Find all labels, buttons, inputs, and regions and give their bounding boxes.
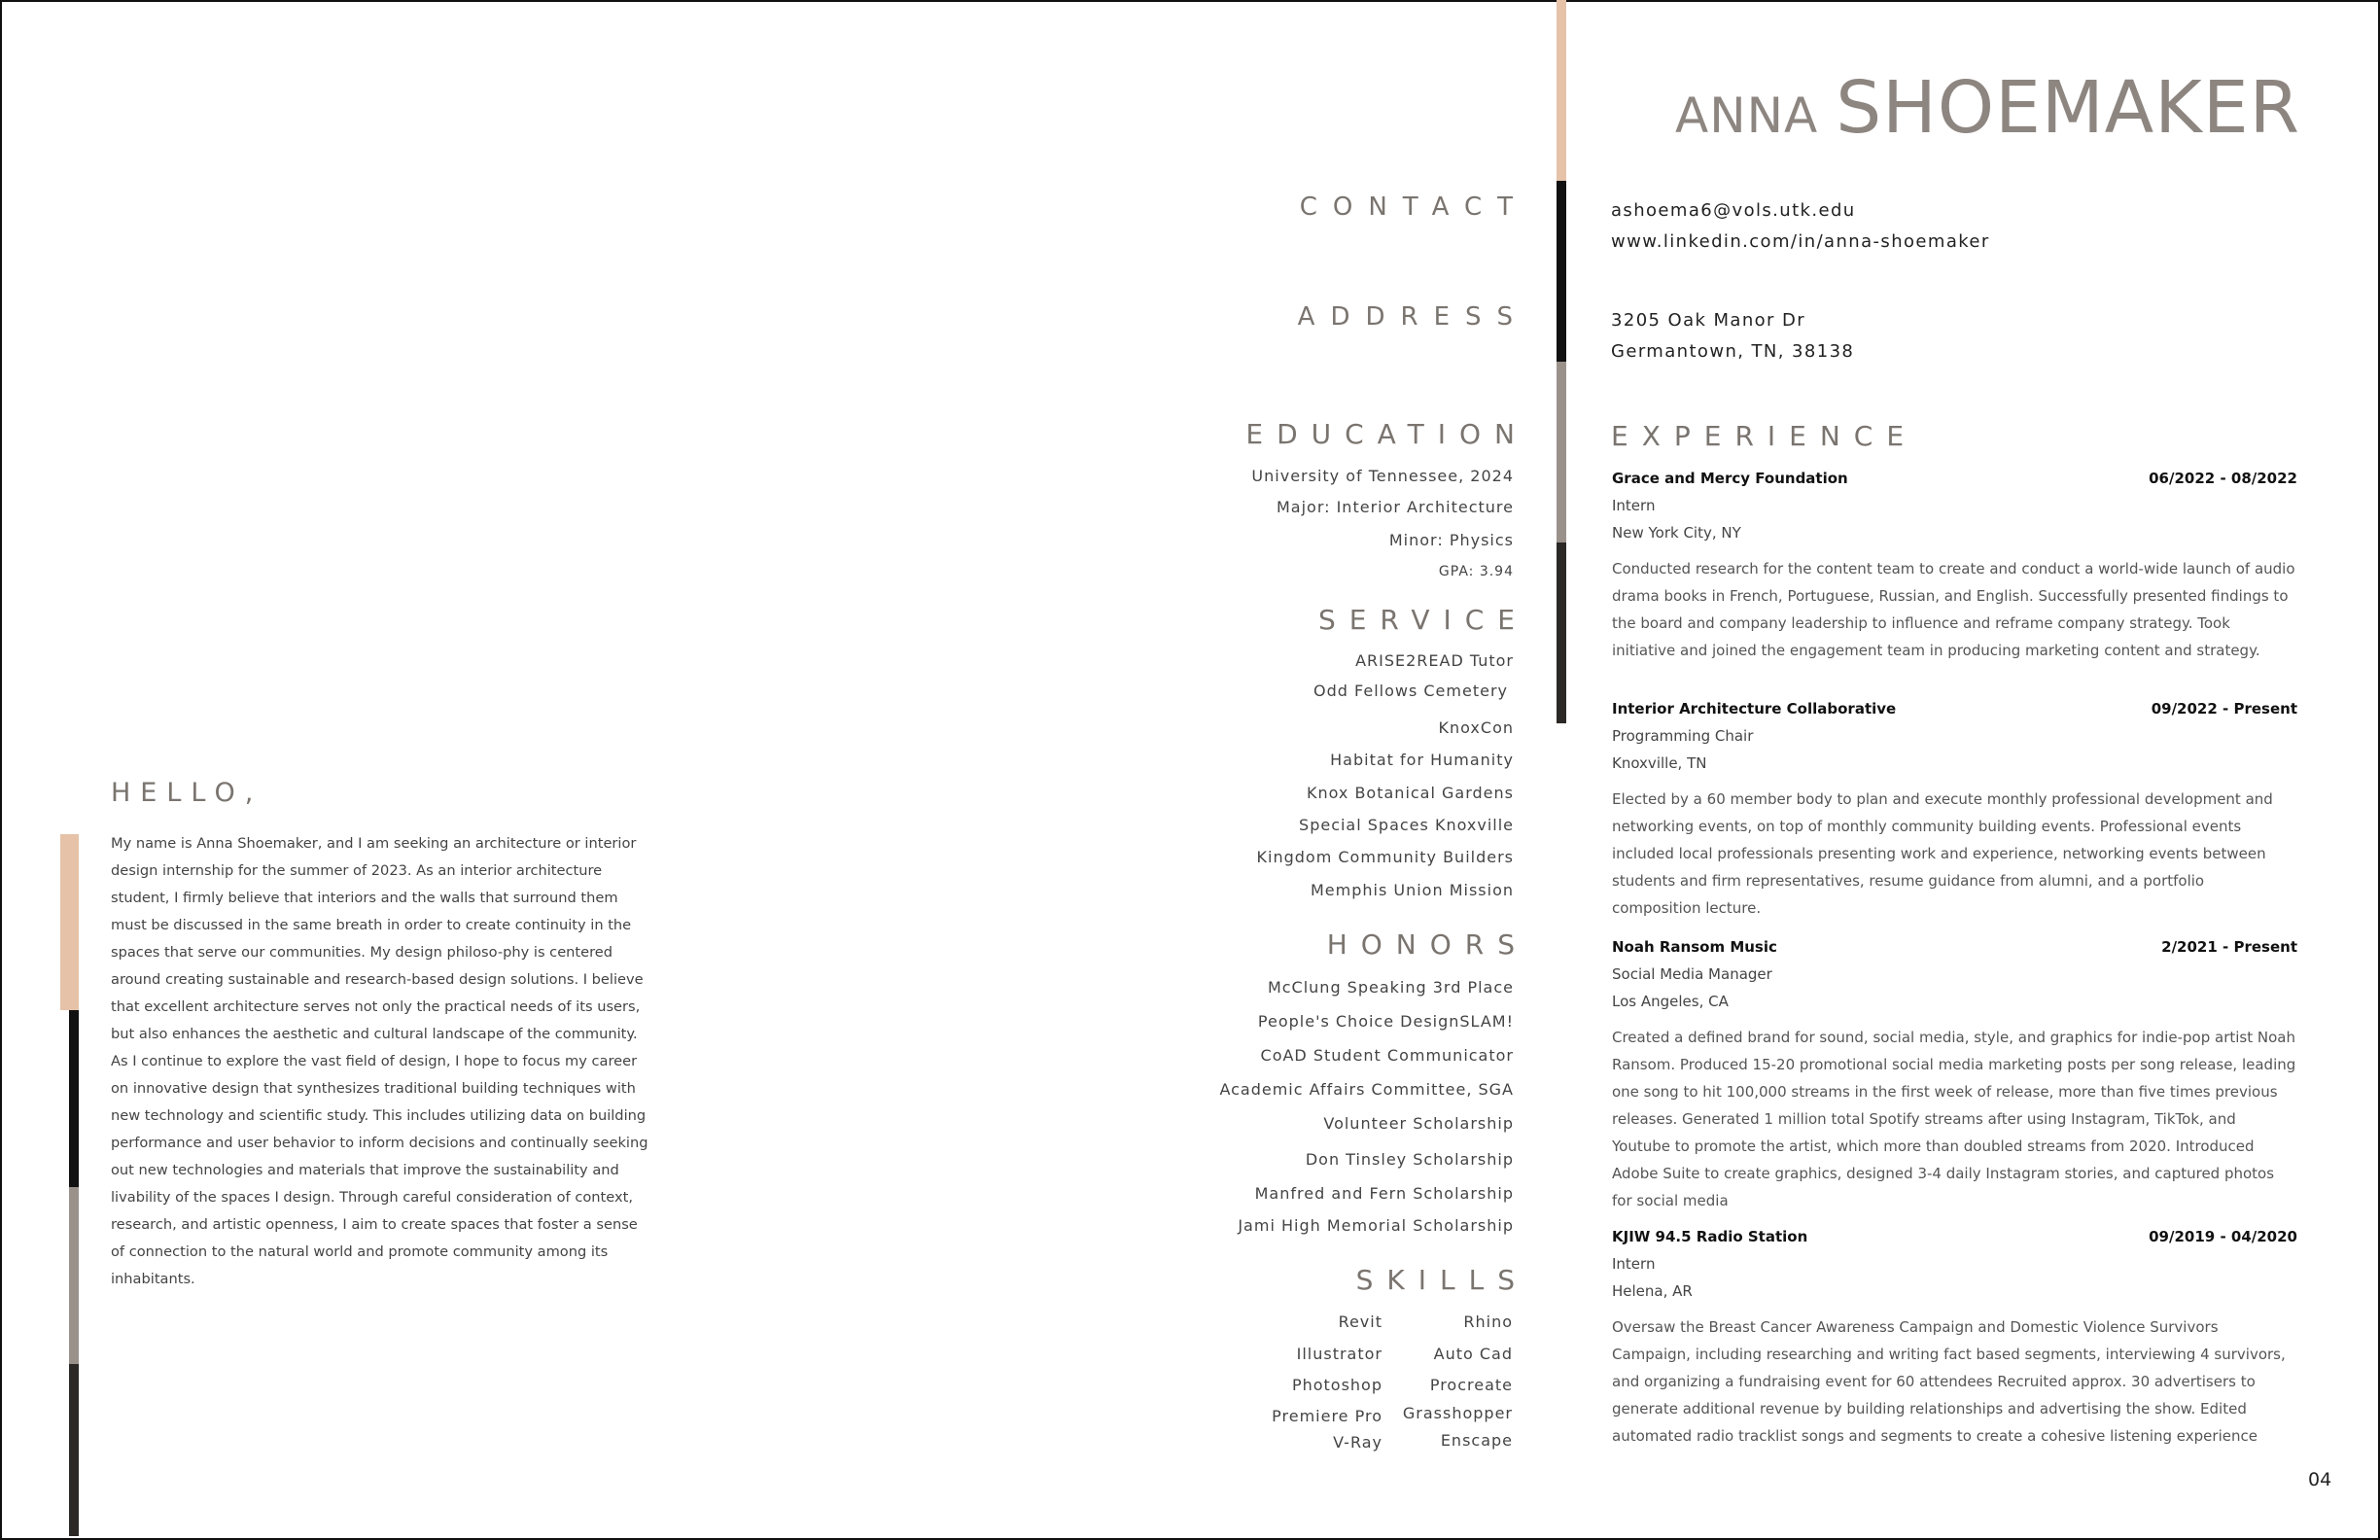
education-item: Major: Interior Architecture [1276,498,1514,516]
experience-entry [1612,470,2297,664]
service-item: ARISE2READ Tutor [1355,651,1514,670]
experience-role: Programming Chair [1612,727,1754,745]
contact-email: ashoema6@vols.utk.edu [1611,200,1856,221]
address-line-2: Germantown, TN, 38138 [1611,341,1855,362]
experience-role: Intern [1612,497,1656,514]
service-item: Odd Fellows Cemetery [1313,682,1508,700]
service-item: Knox Botanical Gardens [1306,784,1514,802]
last-name: SHOEMAKER [1836,66,2300,150]
experience-location: Los Angeles, CA [1612,993,1729,1010]
honors-item: Academic Affairs Committee, SGA [1219,1080,1514,1099]
skill-item: Photoshop [1291,1376,1382,1394]
experience-header [1612,470,2297,487]
skill-item: Illustrator [1296,1345,1382,1363]
address-heading: ADDRESS [1297,302,1528,332]
experience-header [1612,700,2297,718]
page-number: 04 [2308,1469,2332,1490]
service-heading: SERVICE [1317,604,1528,636]
honors-item: Jami High Memorial Scholarship [1238,1216,1514,1235]
experience-dates: 2/2021 - Present [2161,938,2297,956]
hello-bio: My name is Anna Shoemaker, and I am seeking an architecture or interior design internship for the summer of 2023. As an interior architecture student, I firmly believe that interiors and the walls that surround them must be discussed in the same breath in order to create continuity in the spaces that serve our communities. My design philoso-phy is centered around creating sustainable and research-based design solutions. I believe that excellent architecture serves not only the practical needs of its users, but also enhances the aesthetic and cultural landscape of the community. As I continue to explore the vast field of design, I hope to focus my career on innovative design that synthesizes traditional building techniques with new technology and scientific study. This includes utilizing data on building performance and user behavior to inform decisions and continually seeking out new technologies and materials that improve the sustainability and livability of the spaces I design. Through careful consideration of context, research, and artistic openness, I aim to create spaces that foster a sense of connection to the natural world and promote community among its inhabitants. [111,835,648,1287]
honors-item: Manfred and Fern Scholarship [1254,1184,1514,1203]
experience-role: Intern [1612,1255,1656,1273]
contact-linkedin: www.linkedin.com/in/anna-shoemaker [1611,231,1990,252]
experience-description: Elected by a 60 member body to plan and execute monthly professional development and networking events, on top of monthly community building events. Professional events included local professionals presenting work and experience, networking events between students and firm representatives, resume guidance from alumni, and a portfolio composition lecture. [1612,790,2273,917]
service-item: Kingdom Community Builders [1256,848,1514,866]
experience-org: Noah Ransom Music [1612,938,1777,956]
experience-org: KJIW 94.5 Radio Station [1612,1228,1808,1245]
divider-bar-taupe [1557,362,1566,542]
experience-dates: 09/2019 - 04/2020 [2149,1228,2297,1245]
experience-location: Knoxville, TN [1612,754,1707,772]
contact-heading: CONTACT [1299,192,1528,222]
experience-entry [1612,938,2297,1214]
skill-item: Revit [1338,1312,1382,1331]
education-item: GPA: 3.94 [1438,564,1514,579]
skill-item: Rhino [1463,1312,1513,1331]
experience-description: Conducted research for the content team to create and conduct a world-wide launch of audio drama books in French, Portuguese, Russian, and English. Successfully presented findings to the board and company leadership to influence and reframe company strategy. Took initiative and joined the engagement team in producing marketing content and strategy. [1612,560,2295,659]
left-bar-charcoal [69,1364,79,1536]
honors-item: McClung Speaking 3rd Place [1267,978,1514,997]
experience-entry [1612,700,2297,922]
skill-item: Grasshopper [1402,1404,1513,1422]
address-line-1: 3205 Oak Manor Dr [1611,310,1806,331]
experience-description: Oversaw the Breast Cancer Awareness Campaign and Domestic Violence Survivors Campaign, including researching and writing fact based segments, interviewing 4 survivors, and organizing a fundraising event for 60 attendees Recruited approx. 30 advertisers to generate additional revenue by building relationships and advertising the show. Edited automated radio tracklist songs and segments to create a cohesive listening experience [1612,1318,2286,1445]
skill-item: Auto Cad [1433,1345,1513,1363]
experience-dates: 06/2022 - 08/2022 [2149,470,2297,487]
education-item: University of Tennessee, 2024 [1251,467,1514,485]
education-heading: EDUCATION [1245,418,1528,450]
experience-org: Interior Architecture Collaborative [1612,700,1897,718]
first-name: ANNA [1674,88,1819,144]
divider-bar-tan [1557,0,1566,181]
experience-header [1612,1228,2297,1245]
honors-item: Volunteer Scholarship [1323,1114,1514,1133]
experience-location: New York City, NY [1612,524,1741,542]
service-item: Special Spaces Knoxville [1299,816,1514,834]
experience-header [1612,938,2297,956]
education-item: Minor: Physics [1388,531,1514,549]
resume-name [1675,66,2300,150]
divider-bar-black [1557,181,1566,362]
service-item: KnoxCon [1438,718,1514,737]
experience-entry [1612,1228,2297,1450]
experience-org: Grace and Mercy Foundation [1612,470,1848,487]
honors-item: CoAD Student Communicator [1260,1046,1514,1065]
experience-dates: 09/2022 - Present [2151,700,2297,718]
skill-item: Procreate [1429,1376,1513,1394]
experience-location: Helena, AR [1612,1282,1693,1300]
skills-heading: SKILLS [1355,1264,1528,1296]
left-bar-tan [60,834,79,1010]
honors-item: People's Choice DesignSLAM! [1257,1012,1514,1031]
honors-item: Don Tinsley Scholarship [1305,1150,1514,1169]
left-bar-black [69,1010,79,1187]
experience-heading: EXPERIENCE [1611,420,1918,452]
divider-bar-charcoal [1557,542,1566,723]
honors-heading: HONORS [1326,928,1528,961]
skill-item: Premiere Pro [1272,1407,1382,1425]
left-bar-taupe [69,1187,79,1364]
service-item: Memphis Union Mission [1310,881,1514,899]
skill-item: V-Ray [1333,1433,1382,1452]
skill-item: Enscape [1440,1431,1513,1450]
hello-heading: HELLO, [111,778,263,808]
service-item: Habitat for Humanity [1330,751,1514,769]
experience-role: Social Media Manager [1612,965,1772,983]
experience-description: Created a defined brand for sound, social media, style, and graphics for indie-pop artist Noah Ransom. Produced 15-20 promotional social media marketing posts per song release, leading one song to hit 100,000 streams in the first week of release, more than five times previous releases. Generated 1 million total Spotify streams after using Instagram, TikTok, and Youtube to promote the artist, which more than doubled streams from 2020. Introduced Adobe Suite to create graphics, designed 3-4 daily Instagram stories, and captured photos for social media [1612,1029,2296,1209]
